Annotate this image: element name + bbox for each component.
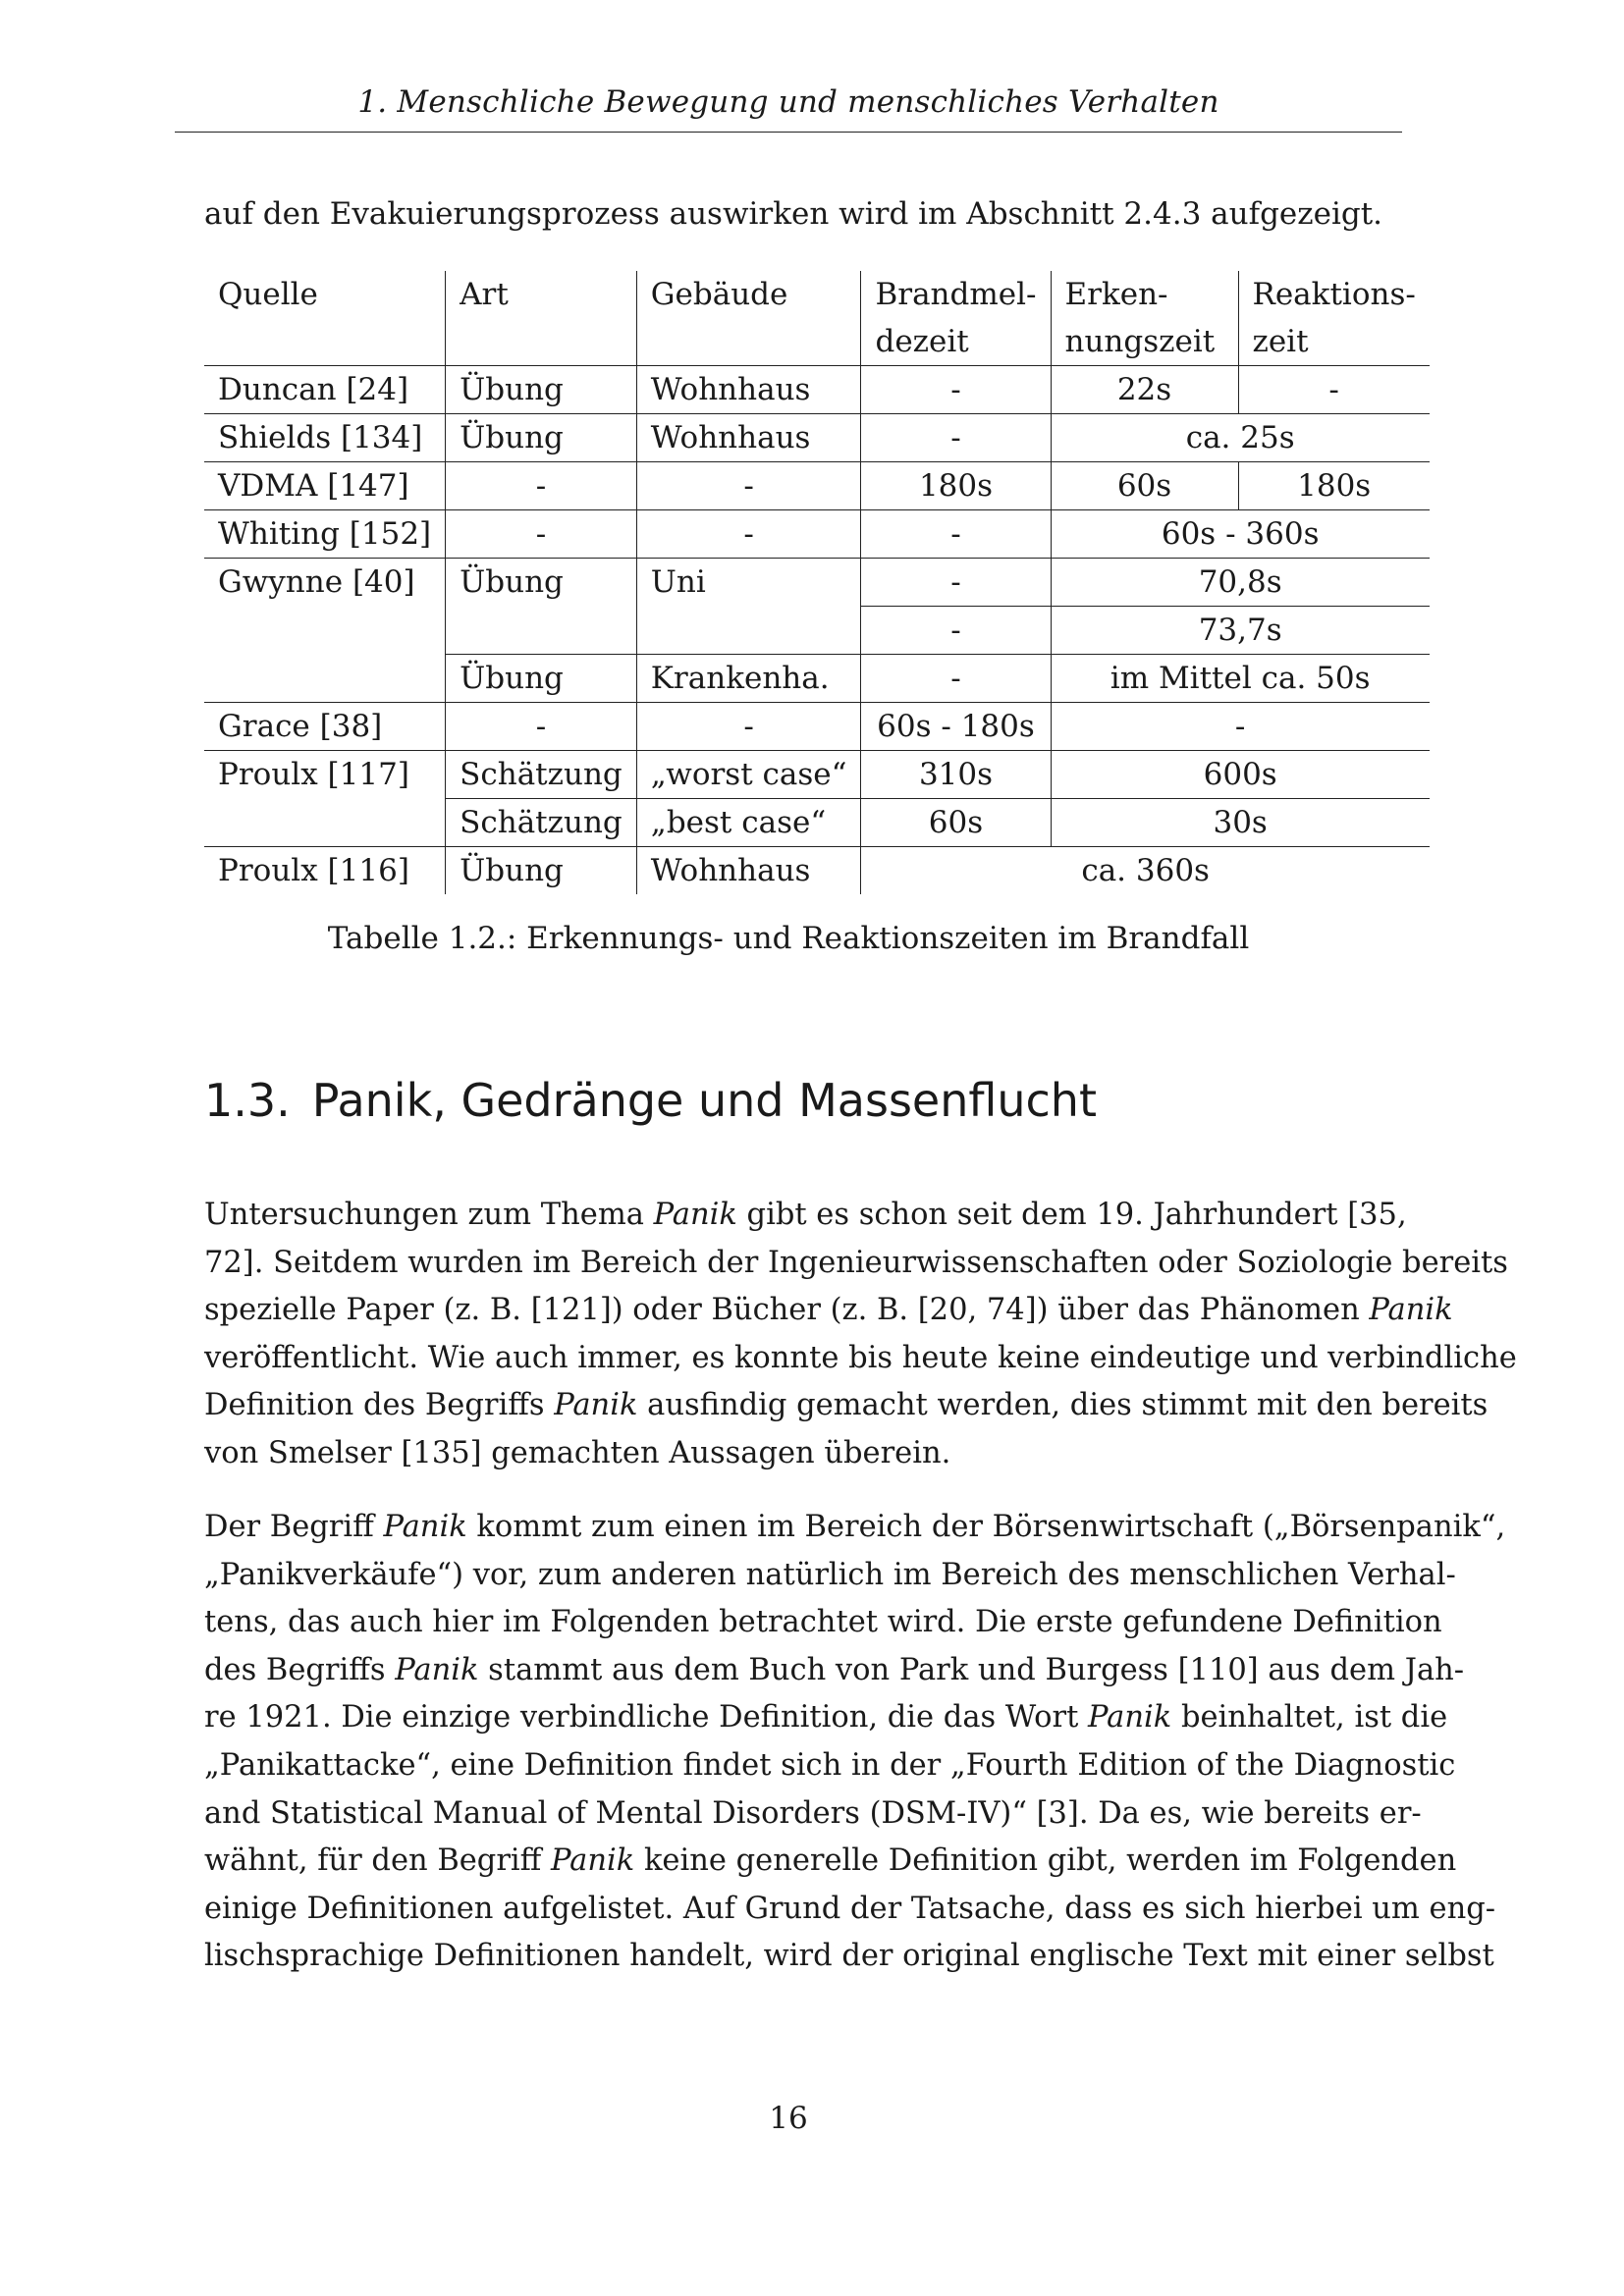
reaction-times-table <box>204 271 1430 894</box>
cell-art: Schätzung <box>446 751 637 799</box>
page-number: 16 <box>769 2101 808 2136</box>
emphasized-term: Panik <box>653 1198 737 1232</box>
cell-quelle: Shields [134] <box>204 414 446 462</box>
cell-gebaeude: - <box>636 510 861 559</box>
header-reaktionszeit-part2: zeit <box>1252 324 1309 359</box>
cell-art: Übung <box>446 655 637 703</box>
header-brandmeldezeit-part2: dezeit <box>875 324 969 359</box>
text-line: Der Begriff Panik kommt zum einen im Bereich der Börsenwirtschaft („Börsenpanik“, <box>204 1510 1506 1544</box>
cell-gebaeude: Wohnhaus <box>636 366 861 414</box>
cell-brandmeldezeit: - <box>861 655 1051 703</box>
cell-art: Übung <box>446 414 637 462</box>
header-erkennungszeit-part1: Erken- <box>1064 277 1168 312</box>
running-head: 1. Menschliche Bewegung und menschliches Verhalten <box>357 84 1219 120</box>
cell-reaktionszeit: 180s <box>1238 462 1430 510</box>
table-row <box>204 510 1430 559</box>
cell-erkennung-reaktion: im Mittel ca. 50s <box>1051 655 1430 703</box>
cell-erkennung-reaktion: 30s <box>1051 799 1430 847</box>
cell-quelle: Proulx [116] <box>204 847 446 895</box>
emphasized-term: Panik <box>1369 1293 1453 1328</box>
header-gebaeude: Gebäude <box>636 271 861 366</box>
text-line: re 1921. Die einzige verbindliche Definition, die das Wort Panik beinhaltet, ist die <box>204 1700 1448 1735</box>
section-title: Panik, Gedränge und Massenflucht <box>311 1074 1097 1127</box>
paragraph-2 <box>204 1504 1506 1981</box>
text-line: wähnt, für den Begriff Panik keine generelle Definition gibt, werden im Folgenden <box>204 1843 1457 1879</box>
section-heading <box>204 1074 1097 1127</box>
cell-art: - <box>446 510 637 559</box>
cell-erkennungszeit: 22s <box>1051 366 1238 414</box>
cell-erkennung-reaktion: 60s - 360s <box>1051 510 1430 559</box>
text-line: spezielle Paper (z. B. [121]) oder Bücher (z. B. [20, 74]) über das Phänomen Panik <box>204 1293 1453 1328</box>
table-row <box>204 751 1430 799</box>
cell-brandmeldezeit: 310s <box>861 751 1051 799</box>
cell-gebaeude: - <box>636 703 861 751</box>
cell-brandmeldezeit: 60s - 180s <box>861 703 1051 751</box>
cell-gebaeude: - <box>636 462 861 510</box>
cell-quelle: Proulx [117] <box>204 751 446 847</box>
text-line: lischsprachige Definitionen handelt, wird der original englische Text mit einer selbst <box>204 1939 1494 1974</box>
cell-erkennung-reaktion: 70,8s <box>1051 559 1430 607</box>
cell-brandmeldezeit: - <box>861 510 1051 559</box>
text-line: „Panikattacke“, eine Definition findet sich in der „Fourth Edition of the Diagnostic <box>204 1747 1456 1783</box>
cell-art: - <box>446 703 637 751</box>
cell-erkennung-reaktion: 600s <box>1051 751 1430 799</box>
paragraph-1 <box>204 1192 1517 1478</box>
cell-brandmeldezeit: - <box>861 414 1051 462</box>
text-line: tens, das auch hier im Folgenden betrachtet wird. Die erste gefundene Definition <box>204 1605 1442 1640</box>
text-line: von Smelser [135] gemachten Aussagen überein. <box>204 1435 951 1470</box>
emphasized-term: Panik <box>395 1652 479 1687</box>
cell-brandmeldezeit: 60s <box>861 799 1051 847</box>
text-line: Definition des Begriffs Panik ausfindig gemacht werden, dies stimmt mit den bereits <box>204 1388 1489 1423</box>
intro-text-line: auf den Evakuierungsprozess auswirken wird im Abschnitt 2.4.3 aufgezeigt. <box>204 196 1383 232</box>
cell-brandmeldezeit: - <box>861 559 1051 607</box>
cell-erkennung-reaktion: - <box>1051 703 1430 751</box>
cell-quelle: Duncan [24] <box>204 366 446 414</box>
cell-art: Schätzung <box>446 799 637 847</box>
table-row <box>204 462 1430 510</box>
cell-gebaeude: „best case“ <box>636 799 861 847</box>
table-header-row <box>204 271 1430 366</box>
header-quelle: Quelle <box>218 277 318 312</box>
cell-erkennungszeit: 60s <box>1051 462 1238 510</box>
cell-erkennung-reaktion: ca. 25s <box>1051 414 1430 462</box>
table-row <box>204 703 1430 751</box>
emphasized-term: Panik <box>383 1510 467 1544</box>
cell-erkennung-reaktion: 73,7s <box>1051 607 1430 655</box>
cell-brandmeldezeit: 180s <box>861 462 1051 510</box>
text-line: des Begriffs Panik stammt aus dem Buch von Park und Burgess [110] aus dem Jah- <box>204 1652 1465 1687</box>
cell-gebaeude: „worst case“ <box>636 751 861 799</box>
section-number: 1.3. <box>204 1074 291 1127</box>
header-art: Art <box>446 271 637 366</box>
cell-art: Übung <box>446 366 637 414</box>
cell-gebaeude: Krankenha. <box>636 655 861 703</box>
cell-gebaeude: Wohnhaus <box>636 847 861 895</box>
table-row <box>204 559 1430 607</box>
header-erkennungszeit <box>1051 271 1238 366</box>
header-rule <box>175 132 1402 133</box>
table-caption: Tabelle 1.2.: Erkennungs- und Reaktionszeiten im Brandfall <box>327 921 1250 956</box>
emphasized-term: Panik <box>554 1388 638 1423</box>
cell-gebaeude: Wohnhaus <box>636 414 861 462</box>
text-line: and Statistical Manual of Mental Disorders (DSM-IV)“ [3]. Da es, wie bereits er- <box>204 1795 1422 1831</box>
cell-quelle: VDMA [147] <box>204 462 446 510</box>
cell-gebaeude: Uni <box>636 559 861 655</box>
text-line: „Panikverkäufe“) vor, zum anderen natürlich im Bereich des menschlichen Verhal- <box>204 1557 1456 1592</box>
cell-brandmeldezeit: - <box>861 607 1051 655</box>
cell-art: - <box>446 462 637 510</box>
header-reaktionszeit-part1: Reaktions- <box>1252 277 1416 312</box>
cell-reaktionszeit: - <box>1238 366 1430 414</box>
cell-quelle: Grace [38] <box>204 703 446 751</box>
header-reaktionszeit <box>1238 271 1430 366</box>
header-brandmeldezeit-part1: Brandmel- <box>875 277 1037 312</box>
emphasized-term: Panik <box>551 1843 635 1879</box>
cell-quelle: Gwynne [40] <box>204 559 446 703</box>
cell-gesamtzeit: ca. 360s <box>861 847 1430 895</box>
table-row <box>204 847 1430 895</box>
emphasized-term: Panik <box>1088 1700 1172 1735</box>
cell-art: Übung <box>446 559 637 655</box>
cell-art: Übung <box>446 847 637 895</box>
cell-brandmeldezeit: - <box>861 366 1051 414</box>
table-row <box>204 366 1430 414</box>
table-row <box>204 414 1430 462</box>
text-line: veröffentlicht. Wie auch immer, es konnte bis heute keine eindeutige und verbindliche <box>204 1340 1517 1375</box>
text-line: Untersuchungen zum Thema Panik gibt es schon seit dem 19. Jahrhundert [35, <box>204 1198 1407 1232</box>
cell-quelle: Whiting [152] <box>204 510 446 559</box>
text-line: 72]. Seitdem wurden im Bereich der Ingenieurwissenschaften oder Soziologie bereits <box>204 1245 1508 1280</box>
header-brandmeldezeit <box>861 271 1051 366</box>
header-erkennungszeit-part2: nungszeit <box>1064 324 1216 359</box>
text-line: einige Definitionen aufgelistet. Auf Grund der Tatsache, dass es sich hierbei um eng- <box>204 1891 1496 1926</box>
